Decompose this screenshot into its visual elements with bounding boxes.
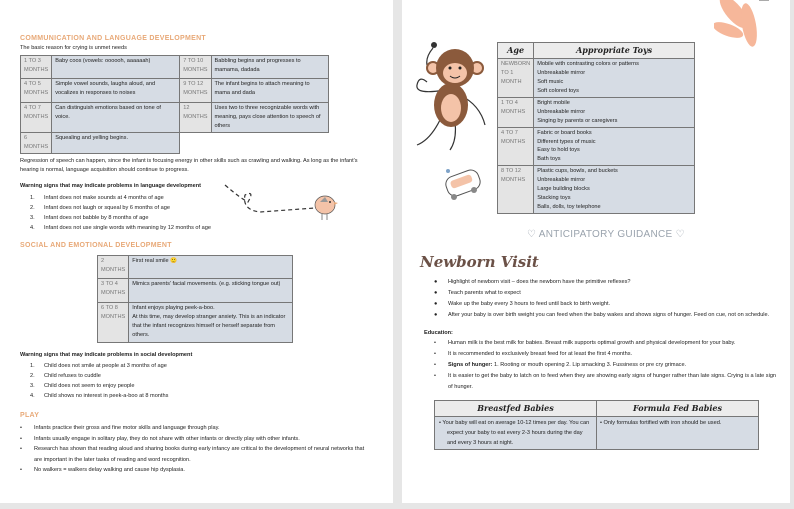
toys-cell: Bright mobile Unbreakable mirror Singing by parents or caregivers bbox=[534, 97, 695, 127]
newborn-list bbox=[434, 277, 779, 321]
age-cell: 1 TO 3 MONTHS bbox=[21, 56, 52, 79]
list-item: • Research has shown that reading aloud and sharing books during early infancy are critical to the development of neural networks that are important in the later tasks of reading and word recognition. bbox=[20, 446, 365, 463]
toys-cell: Mobile with contrasting colors or patterns Unbreakable mirror Soft music Soft colored toys bbox=[534, 59, 695, 98]
social-warning-list bbox=[30, 361, 168, 401]
age-cell: 4 TO 7 MONTHS bbox=[21, 103, 52, 133]
right-page bbox=[402, 0, 790, 503]
newborn-title: Newborn Visit bbox=[420, 253, 539, 271]
monkey-illustration bbox=[405, 40, 487, 152]
age-cell: 8 TO 12 MONTHS bbox=[498, 166, 534, 214]
list-item: ● After your baby is over birth weight you can feed when the baby wakes and shows signs of hunger. Feed on cue, not on schedule. bbox=[434, 312, 770, 318]
feeding-table bbox=[434, 400, 759, 450]
formula-cell: • Only formulas fortified with iron should be used. bbox=[597, 416, 759, 449]
list-item: • Signs of hunger: 1. Rooting or mouth opening 2. Lip smacking 3. Fussiness or pre cry grimace. bbox=[434, 361, 687, 368]
smiley-icon: 🙂 bbox=[170, 258, 178, 264]
play-heading: PLAY bbox=[20, 412, 40, 419]
list-item: • Infants practice their gross and fine motor skills and language through play. bbox=[20, 425, 220, 431]
milestone-cell: Squealing and yelling begins. bbox=[52, 132, 180, 153]
age-cell: 9 TO 12 MONTHS bbox=[180, 79, 211, 103]
age-cell: 4 TO 7 MONTHS bbox=[498, 127, 534, 166]
play-list bbox=[20, 423, 372, 476]
milestone-cell: Infant enjoys playing peek-a-boo. At this time, may develop stranger anxiety. This is an indicator that the infant recognizes himself or herself separate from others. bbox=[129, 303, 293, 343]
left-page bbox=[0, 0, 393, 503]
list-item: 2. Infant does not laugh or squeal by 6 months of age bbox=[30, 205, 170, 211]
list-item: ● Wake up the baby every 3 hours to feed until back to birth weight. bbox=[434, 301, 611, 307]
milestone-cell: Babbling begins and progresses to mamama, dadada bbox=[211, 56, 329, 79]
flower-illustration bbox=[714, 0, 774, 70]
list-item: • Human milk is the best milk for babies. Breast milk supports optimal growth and physical development for your baby. bbox=[434, 339, 736, 346]
age-cell: 6 TO 8 MONTHS bbox=[98, 303, 129, 343]
milestone-cell: The infant begins to attach meaning to mama and dada bbox=[211, 79, 329, 103]
education-heading: Education: bbox=[424, 330, 453, 336]
milestone-cell: Simple vowel sounds, laughs aloud, and vocalizes in responses to noises bbox=[52, 79, 180, 103]
list-item: • It is easier to get the baby to latch on to feed when they are showing early signs of hunger rather than late signs. Crying is a late sign of hunger. bbox=[434, 372, 777, 390]
milestone-cell: Uses two to three recognizable words with meaning, pays close attention to speech of others bbox=[211, 103, 329, 133]
age-header: Age bbox=[498, 43, 534, 59]
social-warning-heading: Warning signs that may indicate problems in social development bbox=[20, 352, 193, 358]
heart-icon: ♡ bbox=[527, 229, 539, 240]
comm-section bbox=[20, 55, 372, 175]
comm-intro: The basic reason for crying is unmet needs bbox=[20, 45, 127, 51]
list-item: 4. Infant does not use single words with meaning by 12 months of age bbox=[30, 225, 211, 231]
toys-cell: Fabric or board books Different types of music Easy to hold toys Bath toys bbox=[534, 127, 695, 166]
list-item: • No walkers = walkers delay walking and cause hip dysplasia. bbox=[20, 467, 185, 473]
list-item: 2. Child refuses to cuddle bbox=[30, 373, 101, 379]
list-item: • Infants usually engage in solitary play, they do not share with other infants or directly play with other infants. bbox=[20, 435, 300, 442]
comm-heading: COMMUNICATION AND LANGUAGE DEVELOPMENT bbox=[20, 35, 207, 42]
age-cell: 4 TO 5 MONTHS bbox=[21, 79, 52, 103]
list-item: 4. Child shows no interest in peek-a-boo at 8 months bbox=[30, 393, 169, 399]
bird-illustration bbox=[220, 180, 345, 225]
list-item: 3. Child does not seem to enjoy people bbox=[30, 383, 135, 389]
social-heading: SOCIAL AND EMOTIONAL DEVELOPMENT bbox=[20, 242, 172, 249]
bus-illustration bbox=[442, 165, 484, 201]
milestone-cell: First real smile 🙂 bbox=[129, 256, 293, 279]
milestone-cell: Mimics parents' facial movements. (e.g. sticking tongue out) bbox=[129, 279, 293, 303]
heart-icon: ♡ bbox=[672, 229, 685, 240]
age-cell: 3 TO 4 MONTHS bbox=[98, 279, 129, 303]
comm-table bbox=[20, 55, 329, 154]
age-cell: 7 TO 10 MONTHS bbox=[180, 56, 211, 79]
age-cell: 12 MONTHS bbox=[180, 103, 211, 133]
toys-table bbox=[497, 42, 695, 214]
list-item: • It is recommended to exclusively breast feed for at least the first 4 months. bbox=[434, 350, 633, 357]
breastfed-cell: • Your baby will eat on average 10-12 times per day. You can expect your baby to eat every 2-3 hours during the day and every 3 hours at night. bbox=[435, 416, 597, 449]
age-cell: NEWBORN TO 1 MONTH bbox=[498, 59, 534, 98]
age-cell: 6 MONTHS bbox=[21, 132, 52, 153]
list-item: 1. Infant does not make sounds at 4 months of age bbox=[30, 195, 164, 201]
guidance-title: ♡ ANTICIPATORY GUIDANCE ♡ bbox=[527, 229, 685, 240]
toys-cell: Plastic cups, bowls, and buckets Unbreakable mirror Large building blocks Stacking toys Balls, dolls, toy telephone bbox=[534, 166, 695, 214]
list-item: 1. Child does not smile at people at 3 months of age bbox=[30, 363, 167, 369]
breastfed-header: Breastfed Babies bbox=[435, 400, 597, 416]
age-cell: 2 MONTHS bbox=[98, 256, 129, 279]
milestone-cell: Can distinguish emotions based on tone of voice. bbox=[52, 103, 180, 133]
age-cell: 1 TO 4 MONTHS bbox=[498, 97, 534, 127]
toys-header: Appropriate Toys bbox=[534, 43, 695, 59]
list-item: ● Teach parents what to expect bbox=[434, 290, 521, 296]
list-item: 3. Infant does not babble by 8 months of age bbox=[30, 215, 149, 221]
lang-warning-list bbox=[30, 193, 211, 233]
formula-header: Formula Fed Babies bbox=[597, 400, 759, 416]
regression-text: Regression of speech can happen, since the infant is focusing energy in other skills such as crawling and walking. As long as the infant's hearing is normal, language acquisition should continue to progress. bbox=[20, 157, 358, 173]
lang-warning-heading: Warning signs that may indicate problems in language development bbox=[20, 183, 201, 189]
education-list bbox=[434, 338, 779, 393]
milestone-cell: Baby coos (vowels: oooooh, aaaaaah) bbox=[52, 56, 180, 79]
social-table bbox=[97, 255, 293, 343]
list-item: ● Highlight of newborn visit – does the newborn have the primitive reflexes? bbox=[434, 279, 631, 285]
newborn-education-section bbox=[424, 277, 779, 450]
